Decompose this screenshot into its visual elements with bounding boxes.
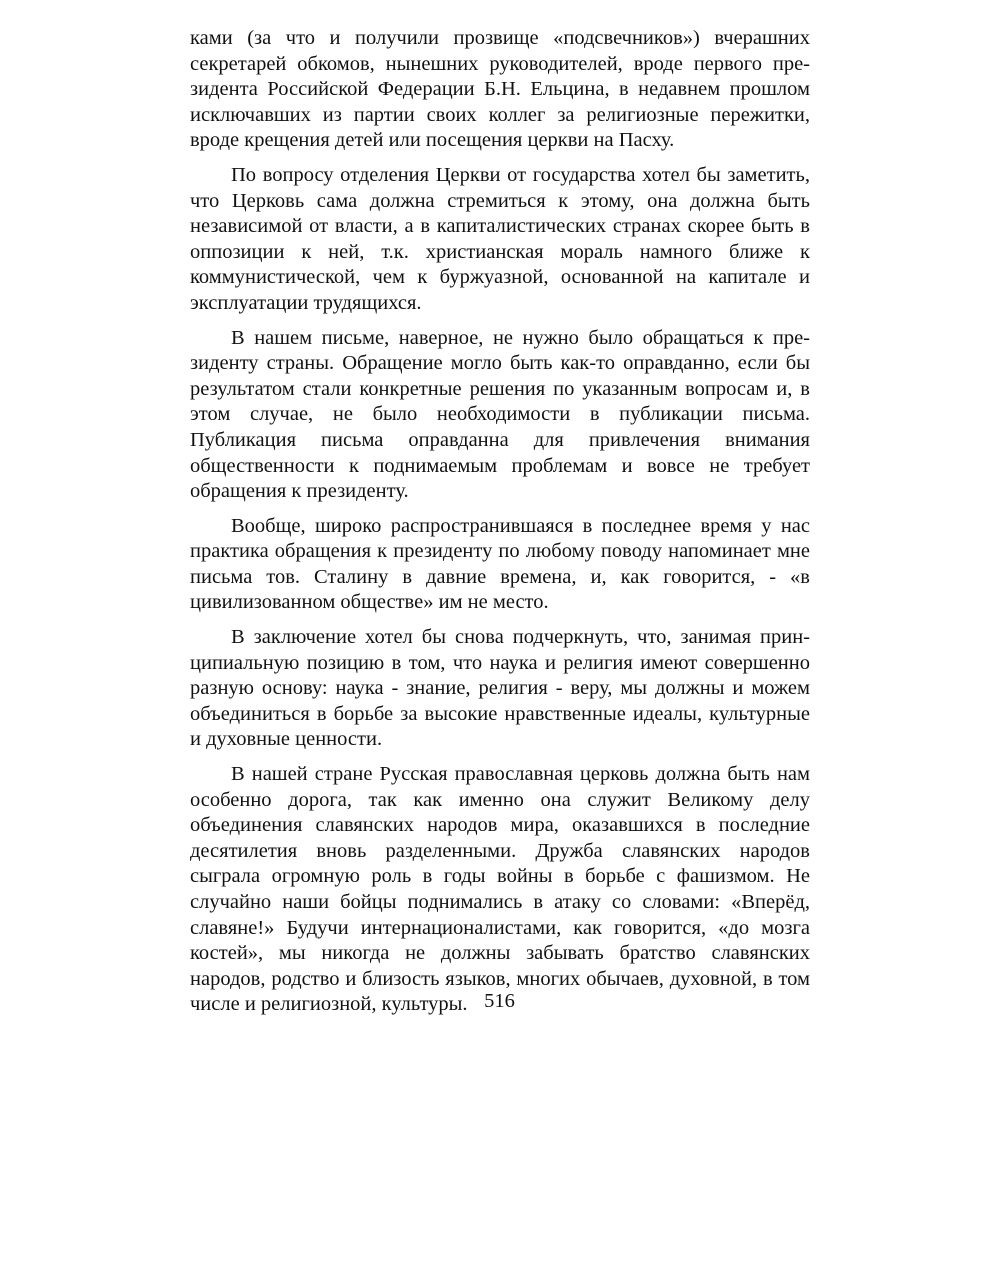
paragraph-3: В нашем письме, наверное, не нужно было обращаться к президенту страны. Обращение могло быть как-то оправданно, если бы результатом стали конкретные решения по указанным вопросам и, в этом случае, не было необходимости в публикации письма. Публикация письма оправданна для привлечения внимания общественности к поднимаемым проблемам и вовсе не требует обращения к президенту. bbox=[190, 326, 810, 503]
body-text bbox=[190, 26, 810, 1027]
paragraph-4: Вообще, широко распространившаяся в последнее время у нас практика обращения к президенту по любому поводу напоминает мне письма тов. Сталину в давние времена, и, как говорится, - «в цивилизованном обществе» им не место. bbox=[190, 514, 810, 614]
paragraph-6: В нашей стране Русская православная церковь должна быть нам особенно дорога, так как именно она служит Великому делу объединения славянских народов мира, оказавшихся в последние десятилетия вновь разделенными. Дружба славянских народов сыграла огромную роль в годы войны в борьбе с фашизмом. Не случайно наши бойцы поднимались в атаку со словами: «Вперёд, славяне!» Будучи интернационалистами, как говорится, «до мозга костей», мы никогда не должны забывать братство славянских народов, родство и близость языков, многих обычаев, духовной, в том числе и религиозной, культуры. bbox=[190, 763, 810, 1016]
paragraph-2: По вопросу отделения Церкви от государства хотел бы заметить, что Церковь сама должна стремиться к этому, она должна быть независимой от власти, а в капиталистических странах скорее быть в оппозиции к ней, т.к. христианская мораль намного ближе к коммунистической, чем к буржуазной, основанной на капитале и эксплуатации трудящихся. bbox=[190, 163, 810, 314]
page-number: 516 bbox=[484, 990, 515, 1012]
paragraph-5: В заключение хотел бы снова подчеркнуть, что, занимая принципиальную позицию в том, что наука и религия имеют совершенно разную основу: наука - знание, религия - веру, мы должны и можем объединиться в борьбе за высокие нравственные идеалы, культурные и духовные ценности. bbox=[190, 626, 810, 751]
paragraph-1: ками (за что и получили прозвище «подсвечников») вчерашних секретарей обкомов, нынешних руководителей, вроде первого президента Российской Федерации Б.Н. Ельцина, в недавнем прошлом исключавших из партии своих коллег за религиозные пережитки, вроде крещения детей или посещения церкви на Пасху. bbox=[190, 27, 810, 152]
